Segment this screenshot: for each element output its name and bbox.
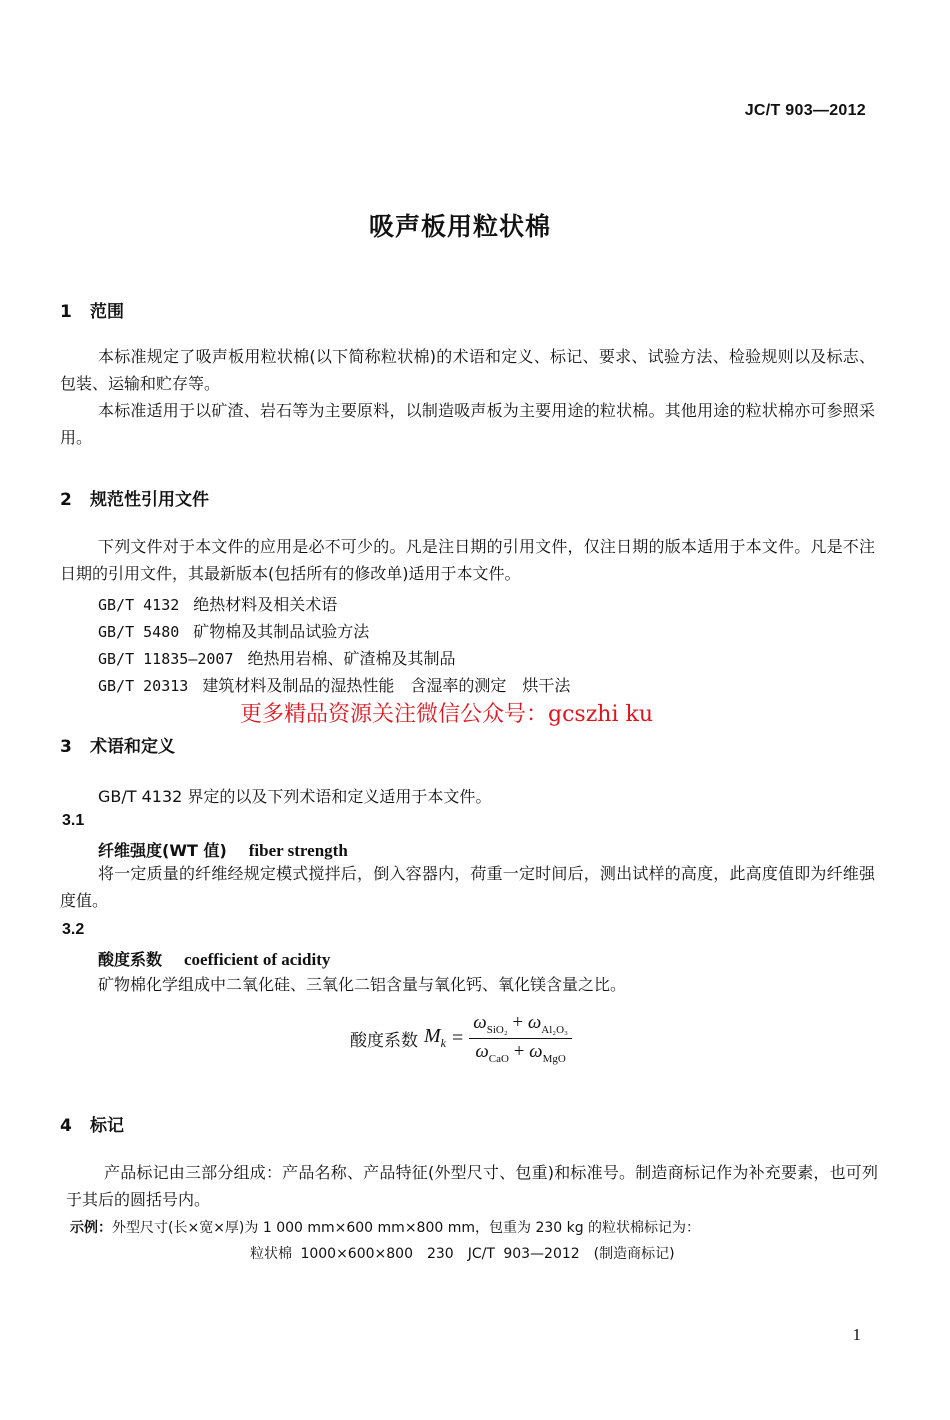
term-definition: 将一定质量的纤维经规定模式搅拌后，倒入容器内，荷重一定时间后，测出试样的高度，此高度值即为纤维强度值。 [60, 864, 875, 910]
section-number: 3 [60, 737, 72, 757]
section-2-heading [60, 485, 209, 510]
formula-fraction [469, 1010, 572, 1067]
reference-code: GB/T 20313 [98, 677, 189, 695]
reference-name: 绝热材料及相关术语 [193, 595, 338, 614]
term-heading [98, 947, 330, 970]
example-text: 外型尺寸(长×宽×厚)为 1 000 mm×600 mm×800 mm，包重为 230 kg 的粒状棉标记为： [112, 1220, 701, 1236]
section-title: 范围 [90, 302, 124, 322]
watermark-text: 更多精品资源关注微信公众号：gcszhi ku [240, 702, 653, 727]
reference-name: 矿物棉及其制品试验方法 [193, 622, 370, 641]
formula-numerator: $\omega_{SiO_2} + \omega_{Al_2O_3}$ [473, 1012, 568, 1036]
section-number: 2 [60, 490, 72, 510]
product-mark-example: 粒状棉 1000×600×800 230 JC/T 903—2012 (制造商标记) [250, 1246, 675, 1262]
section-2-paragraph-1: 下列文件对于本文件的应用是必不可少的。凡是注日期的引用文件，仅注日期的版本适用于本文件。凡是不注日期的引用文件，其最新版本(包括所有的修改单)适用于本文件。 [60, 537, 875, 583]
section-4-heading [60, 1111, 124, 1136]
reference-name: 绝热用岩棉、矿渣棉及其制品 [247, 649, 456, 668]
formula-symbol: $M_k$ [424, 1025, 446, 1051]
section-1-paragraph-2: 本标准适用于以矿渣、岩石等为主要原料，以制造吸声板为主要用途的粒状棉。其他用途的粒状棉亦可参照采用。 [60, 401, 875, 447]
section-3-heading [60, 732, 175, 757]
reference-code: GB/T 11835—2007 [98, 650, 234, 668]
document-title: 吸声板用粒状棉 [368, 212, 551, 241]
term-english: fiber strength [248, 841, 348, 860]
term-chinese: 纤维强度(WT 值) [98, 841, 227, 860]
section-number: 1 [60, 302, 72, 322]
reference-name: 建筑材料及制品的湿热性能 含湿率的测定 烘干法 [202, 676, 571, 695]
section-1-heading [60, 297, 124, 322]
term-heading [98, 838, 348, 861]
example-label: 示例： [70, 1220, 112, 1236]
section-1-paragraph-1: 本标准规定了吸声板用粒状棉(以下简称粒状棉)的术语和定义、标记、要求、试验方法、检验规则以及标志、包装、运输和贮存等。 [60, 347, 875, 393]
term-chinese: 酸度系数 [98, 950, 163, 969]
page-number: 1 [852, 1325, 861, 1344]
formula-label: 酸度系数 [350, 1030, 418, 1051]
section-title: 规范性引用文件 [90, 490, 209, 510]
clause-number: 3.2 [62, 921, 85, 938]
section-3-intro: GB/T 4132 界定的以及下列术语和定义适用于本文件。 [98, 787, 492, 806]
reference-item [98, 619, 369, 642]
section-4-paragraph-1: 产品标记由三部分组成：产品名称、产品特征(外型尺寸、包重)和标准号。制造商标记作为补充要素，也可列于其后的圆括号内。 [66, 1163, 878, 1209]
section-title: 标记 [90, 1116, 124, 1136]
reference-item [98, 646, 455, 669]
formula-equals: = [452, 1026, 464, 1049]
section-title: 术语和定义 [90, 737, 175, 757]
reference-code: GB/T 4132 [98, 596, 180, 614]
reference-code: GB/T 5480 [98, 623, 180, 641]
reference-item [98, 673, 570, 696]
reference-item [98, 592, 337, 615]
term-definition: 矿物棉化学组成中二氧化硅、三氧化二铝含量与氧化钙、氧化镁含量之比。 [98, 975, 627, 994]
section-number: 4 [60, 1116, 72, 1136]
example-line [70, 1217, 700, 1237]
formula-denominator: $\omega_{CaO} + \omega_{MgO}$ [475, 1040, 566, 1065]
standard-number: JC/T 903—2012 [744, 102, 866, 119]
clause-number: 3.1 [62, 812, 85, 829]
acidity-formula [350, 1010, 572, 1067]
term-english: coefficient of acidity [184, 950, 331, 969]
